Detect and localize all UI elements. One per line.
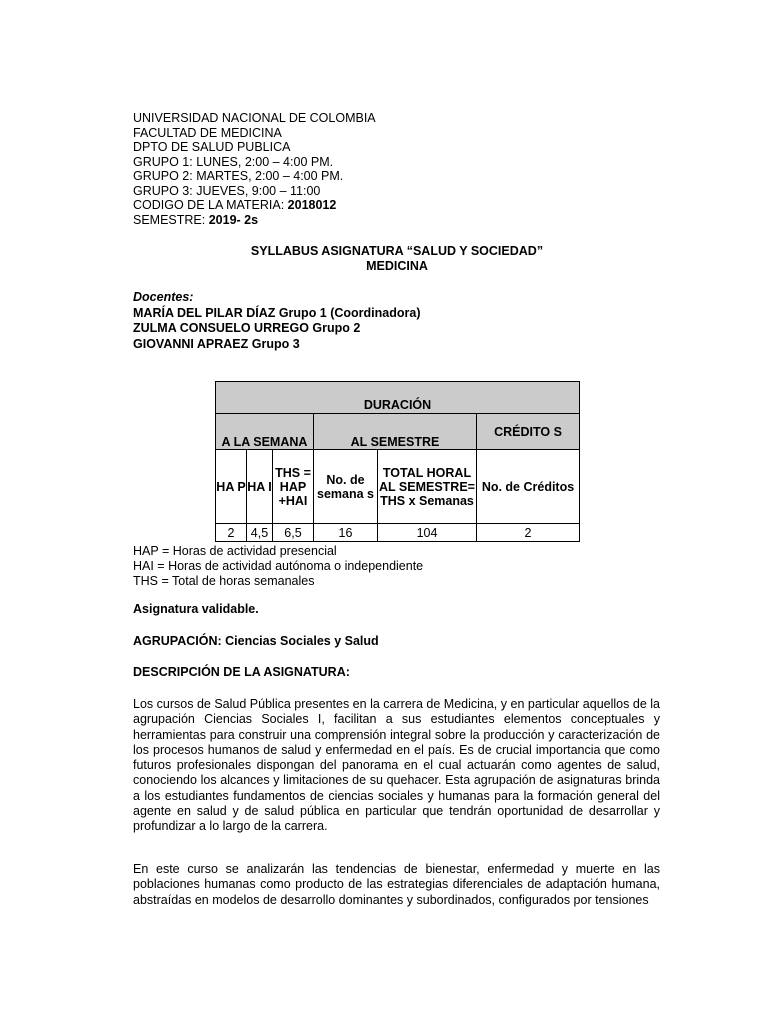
col-ths: THS = HAP +HAI	[273, 450, 314, 524]
description-paragraph-2: En este curso se analizarán las tendencias de bienestar, enfermedad y muerte en las poblaciones humanas como producto de las estrategias diferenciales de adaptación humana, abstraídas en modelos de desarrollo dominantes y subordinados, configurados por tensiones	[133, 862, 660, 907]
duration-table	[215, 381, 580, 542]
semester-value: 2019- 2s	[208, 212, 259, 227]
legend-ths: THS = Total de horas semanales	[133, 574, 315, 588]
docentes-label: Docentes:	[133, 290, 194, 304]
teacher-2: ZULMA CONSUELO URREGO Grupo 2	[133, 321, 361, 335]
abbreviation-legend	[133, 544, 423, 589]
group1-schedule: GRUPO 1: LUNES, 2:00 – 4:00 PM.	[133, 154, 334, 169]
course-code-label: CODIGO DE LA MATERIA:	[133, 198, 288, 212]
header-al-semestre: AL SEMESTRE	[314, 414, 477, 450]
syllabus-title-line1: SYLLABUS ASIGNATURA “SALUD Y SOCIEDAD”	[250, 244, 544, 258]
semester-label: SEMESTRE:	[133, 212, 209, 227]
document-header	[133, 111, 376, 227]
group3-schedule: GRUPO 3: JUEVES, 9:00 – 11:00	[133, 183, 321, 198]
header-creditos: CRÉDITO S	[477, 414, 580, 450]
legend-hap: HAP = Horas de actividad presencial	[133, 544, 337, 558]
university-name: UNIVERSIDAD NACIONAL DE COLOMBIA	[133, 111, 376, 125]
col-hai: HA I	[247, 450, 273, 524]
description-paragraph-1: Los cursos de Salud Pública presentes en la carrera de Medicina, y en particular aquellos de la agrupación Ciencias Sociales I, facilitan a sus estudiantes elementos conceptuales y herramientas para construir una comprensión integral sobre la producción y caracterización de los procesos humanos de salud y enfermedad en el país. Es de crucial importancia que como futuros profesionales dispongan del panorama en el cual actuarán como agentes de salud, conociendo los alcances y limitaciones de su quehacer. Esta agrupación de asignaturas brinda a los estudiantes fundamentos de ciencias sociales y humanas para la formación general del agente en salud y de salud pública en particular que tendrán oportunidad de desarrollar y profundizar a lo largo de la carrera.	[133, 697, 660, 834]
semester-line	[133, 213, 376, 228]
agrupacion: AGRUPACIÓN: Ciencias Sociales y Salud	[133, 634, 379, 648]
department-name: DPTO DE SALUD PUBLICA	[133, 140, 291, 154]
value-ths: 6,5	[273, 524, 314, 542]
duration-title: DURACIÓN	[216, 382, 580, 414]
col-creditos: No. de Créditos	[477, 450, 580, 524]
asignatura-validable: Asignatura validable.	[133, 602, 259, 616]
value-semanas: 16	[314, 524, 378, 542]
course-code: 2018012	[287, 198, 337, 212]
faculty-name: FACULTAD DE MEDICINA	[133, 125, 282, 140]
col-hap: HA P	[216, 450, 247, 524]
teacher-3: GIOVANNI APRAEZ Grupo 3	[133, 336, 300, 351]
value-total: 104	[378, 524, 477, 542]
value-hai: 4,5	[247, 524, 273, 542]
docentes-section	[133, 290, 421, 352]
course-code-line	[133, 198, 376, 213]
col-total-horas: TOTAL HORAL AL SEMESTRE= THS x Semanas	[378, 450, 477, 524]
group2-schedule: GRUPO 2: MARTES, 2:00 – 4:00 PM.	[133, 169, 344, 183]
value-creditos: 2	[477, 524, 580, 542]
teacher-1: MARÍA DEL PILAR DÍAZ Grupo 1 (Coordinadora)	[133, 305, 421, 320]
header-a-la-semana: A LA SEMANA	[216, 414, 314, 450]
col-semanas: No. de semana s	[314, 450, 378, 524]
value-hap: 2	[216, 524, 247, 542]
syllabus-title-line2: MEDICINA	[366, 258, 428, 273]
descripcion-heading: DESCRIPCIÓN DE LA ASIGNATURA:	[133, 665, 350, 679]
legend-hai: HAI = Horas de actividad autónoma o independiente	[133, 559, 424, 573]
syllabus-title	[133, 244, 661, 273]
